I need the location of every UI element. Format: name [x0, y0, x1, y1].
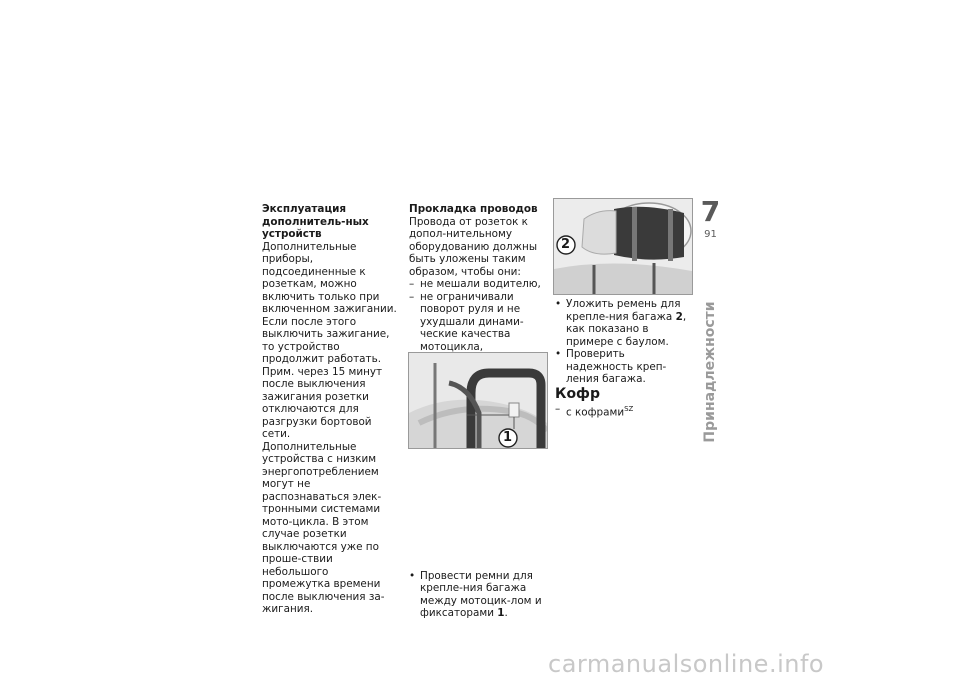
figure-bag-strapped [553, 198, 693, 295]
chapter-side-title: Принадлежности [702, 301, 718, 443]
list-item: – не мешали водителю, [409, 278, 547, 291]
paragraph-1: Дополнительные приборы, подсоединенные к розеткам, можно включить только при включенном зажигании. Если после этого выключить зажигание, то устройство продолжит работать. Прим. через 15 минут после выключения зажигания розетки отключаются для разгрузки бортовой сети. [262, 240, 397, 440]
list-item: – не ограничивали поворот руля и не ухудшали динами-ческие качества мотоцикла, [409, 291, 547, 354]
figure-strap-routing [408, 352, 548, 449]
watermark: carmanualsonline.info [548, 650, 825, 678]
list-item: – с кофрами$^{SZ}$ [555, 403, 692, 419]
chapter-number: 7 [700, 195, 721, 228]
chapter-tab [697, 195, 724, 244]
list-item: • Провести ремни для крепле-ния багажа между мотоцик-лом и фиксаторами 1. [409, 570, 547, 620]
page-number: 91 [704, 229, 717, 240]
list-item: • Проверить надежность креп-ления багажа. [555, 348, 692, 386]
column-1 [262, 203, 398, 616]
heading-cable-routing: Прокладка проводов [409, 203, 538, 215]
figure-callout-2: 2 [561, 237, 571, 252]
strap-routing-illustration [409, 353, 547, 448]
cable-intro: Провода от розеток к допол-нительному оборудованию должны быть уложены таким образом, чтобы они: [409, 215, 538, 278]
column-3 [555, 298, 692, 418]
luggage-instruction-list [409, 570, 547, 620]
list-item: • Уложить ремень для крепле-ния багажа 2, как показано в примере с баулом. [555, 298, 692, 348]
bag-strapping-illustration [554, 199, 692, 294]
strap-instruction-list [555, 298, 692, 386]
figure-callout-1: 1 [503, 430, 513, 445]
heading-accessory-operation: Эксплуатация дополнитель-ных устройств [262, 203, 369, 240]
section-title-case: Кофр [555, 385, 600, 402]
case-option-list [555, 403, 692, 419]
paragraph-2: Дополнительные устройства с низким энергопотреблением могут не распознаваться элек-тронными системами мото-цикла. В этом случае розетки выключаются уже по проше-ствии небольшого промежутка времени после выключения за-жигания. [262, 440, 385, 615]
